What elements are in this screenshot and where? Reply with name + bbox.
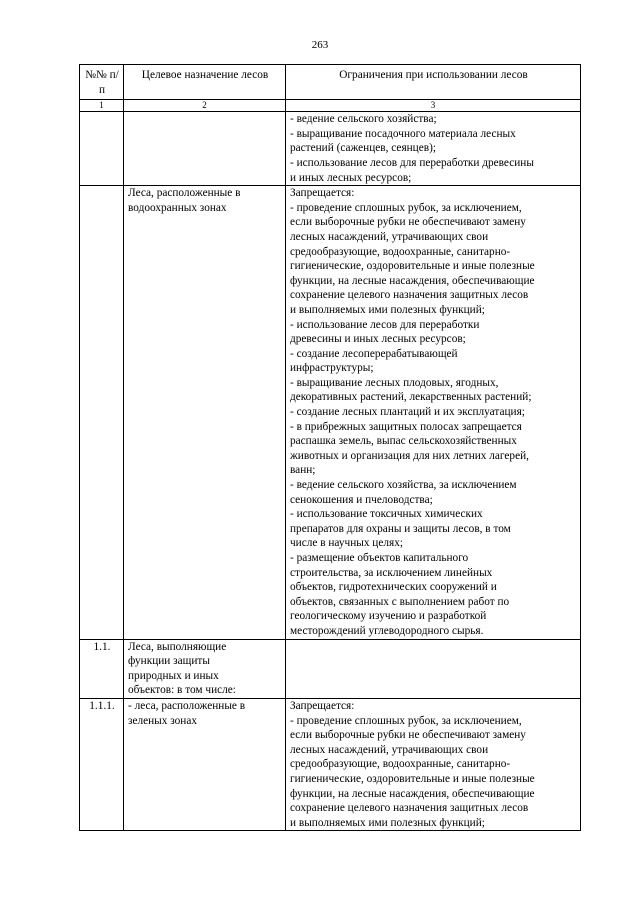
row-restrictions-line: гигиенические, оздоровительные и иные полезные bbox=[290, 260, 535, 273]
row-purpose bbox=[124, 186, 286, 639]
row-restrictions-line: и иных лесных ресурсов; bbox=[290, 171, 412, 184]
row-restrictions-line: лесных насаждений, утрачивающих свои bbox=[290, 230, 489, 243]
row-number bbox=[80, 186, 124, 639]
header-num: №№ п/п bbox=[80, 65, 124, 100]
column-number-row bbox=[80, 100, 581, 112]
row-restrictions-line: геологическому изучению и разработкой bbox=[290, 610, 487, 623]
row-restrictions-line: ванн; bbox=[290, 464, 316, 477]
row-restrictions-line: сохранение целевого назначения защитных лесов bbox=[290, 289, 529, 302]
row-restrictions-line: строительства, за исключением линейных bbox=[290, 566, 493, 579]
row-number: 1.1. bbox=[80, 639, 124, 698]
row-restrictions-line: - использование лесов для переработки bbox=[290, 318, 480, 331]
row-restrictions bbox=[286, 698, 581, 830]
row-purpose bbox=[124, 639, 286, 698]
table-row bbox=[80, 186, 581, 639]
row-restrictions-line: - проведение сплошных рубок, за исключением, bbox=[290, 201, 522, 214]
row-restrictions bbox=[286, 112, 581, 186]
row-restrictions bbox=[286, 186, 581, 639]
row-restrictions-line: растений (саженцев, сеянцев); bbox=[290, 142, 436, 155]
row-purpose-line: объектов: в том числе: bbox=[128, 684, 236, 697]
row-restrictions-line: - в прибрежных защитных полосах запрещается bbox=[290, 420, 522, 433]
row-restrictions-line: функции, на лесные насаждения, обеспечивающие bbox=[290, 274, 535, 287]
row-purpose-line: Леса, выполняющие bbox=[128, 640, 227, 653]
row-restrictions-line: древесины и иных лесных ресурсов; bbox=[290, 333, 466, 346]
row-restrictions-line: - размещение объектов капитального bbox=[290, 552, 469, 564]
row-restrictions-line: если выборочные рубки не обеспечивают замену bbox=[290, 216, 526, 229]
row-restrictions-line: - ведение сельского хозяйства, за исключением bbox=[290, 479, 517, 492]
row-purpose-line: Леса, расположенные в bbox=[128, 187, 241, 200]
row-restrictions-line: распашка земель, выпас сельскохозяйственных bbox=[290, 435, 517, 448]
row-restrictions-line: Запрещается: bbox=[290, 699, 355, 712]
row-restrictions-line: месторождений углеводородного сырья. bbox=[290, 624, 484, 637]
row-restrictions-line: - создание лесных плантаций и их эксплуатация; bbox=[290, 406, 525, 419]
row-restrictions-line: инфраструктуры; bbox=[290, 362, 374, 375]
row-restrictions-line: функции, на лесные насаждения, обеспечивающие bbox=[290, 787, 535, 800]
header-restrictions: Ограничения при использовании лесов bbox=[286, 65, 581, 100]
forest-restrictions-table bbox=[79, 64, 581, 831]
row-purpose bbox=[124, 698, 286, 830]
row-restrictions-line: - ведение сельского хозяйства; bbox=[290, 113, 437, 126]
row-restrictions-line: и выполняемых ими полезных функций; bbox=[290, 816, 485, 829]
row-purpose-line: природных и иных bbox=[128, 669, 219, 682]
row-purpose-line: - леса, расположенные в bbox=[128, 699, 246, 712]
row-purpose bbox=[124, 112, 286, 186]
row-restrictions-line: - создание лесоперерабатывающей bbox=[290, 347, 458, 360]
row-purpose-line: функции защиты bbox=[128, 655, 210, 668]
row-restrictions-line: средообразующие, водоохранные, санитарно- bbox=[290, 758, 511, 771]
row-number bbox=[80, 112, 124, 186]
row-restrictions-line: и выполняемых ими полезных функций; bbox=[290, 303, 485, 316]
row-restrictions-line: гигиенические, оздоровительные и иные полезные bbox=[290, 772, 535, 785]
row-restrictions-line: животных и организация для них летних лагерей, bbox=[290, 449, 529, 462]
row-restrictions-line: средообразующие, водоохранные, санитарно- bbox=[290, 245, 511, 258]
column-number-1: 1 bbox=[80, 100, 124, 112]
table-row bbox=[80, 112, 581, 186]
row-purpose-line: водоохранных зонах bbox=[128, 201, 227, 214]
row-restrictions-line: декоративных растений, лекарственных растений; bbox=[290, 391, 532, 404]
row-restrictions-line: числе в научных целях; bbox=[290, 537, 403, 550]
table-row bbox=[80, 639, 581, 698]
row-restrictions-line: - выращивание лесных плодовых, ягодных, bbox=[290, 376, 499, 389]
row-restrictions-line: лесных насаждений, утрачивающих свои bbox=[290, 743, 489, 756]
table-header-row bbox=[80, 65, 581, 100]
row-restrictions-line: - использование лесов для переработки древесины bbox=[290, 156, 534, 169]
header-purpose: Целевое назначение лесов bbox=[124, 65, 286, 100]
row-restrictions-line: объектов, связанных с выполнением работ по bbox=[290, 595, 510, 608]
row-restrictions-line: - использование токсичных химических bbox=[290, 508, 483, 521]
row-purpose-line: зеленых зонах bbox=[128, 714, 197, 727]
column-number-3: 3 bbox=[286, 100, 581, 112]
row-restrictions-line: - проведение сплошных рубок, за исключением, bbox=[290, 714, 522, 727]
row-restrictions-line: - выращивание посадочного материала лесных bbox=[290, 127, 516, 140]
row-number: 1.1.1. bbox=[80, 698, 124, 830]
row-restrictions-line: если выборочные рубки не обеспечивают замену bbox=[290, 729, 526, 742]
row-restrictions-line: Запрещается: bbox=[290, 187, 355, 200]
row-restrictions-line: сенокошения и пчеловодства; bbox=[290, 493, 433, 506]
row-restrictions-line: препаратов для охраны и защиты лесов, в том bbox=[290, 522, 511, 535]
row-restrictions bbox=[286, 639, 581, 698]
column-number-2: 2 bbox=[124, 100, 286, 112]
page-number: 263 bbox=[311, 39, 329, 51]
table-body bbox=[80, 112, 581, 831]
row-restrictions-line: сохранение целевого назначения защитных лесов bbox=[290, 802, 529, 815]
table-row bbox=[80, 698, 581, 830]
row-restrictions-line: объектов, гидротехнических сооружений и bbox=[290, 581, 497, 594]
